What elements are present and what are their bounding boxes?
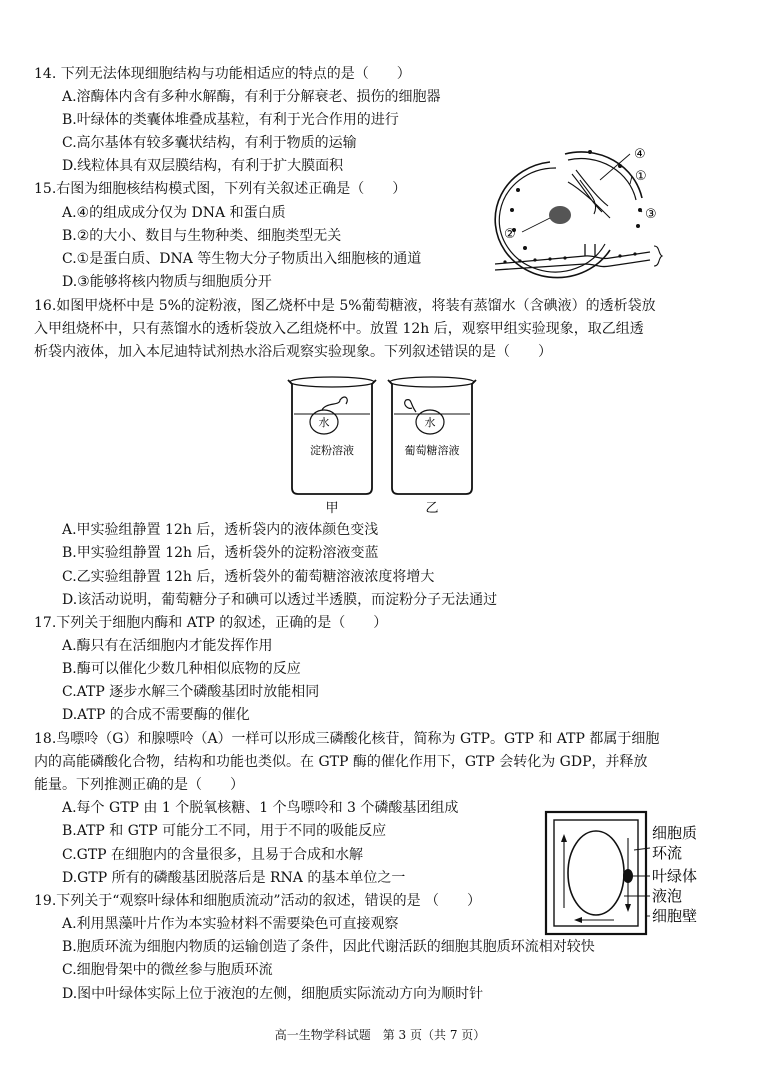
q17-option-c: C.ATP 逐步水解三个磷酸基团时放能相同 — [62, 684, 320, 700]
q19-option-c: C.细胞骨架中的微丝参与胞质环流 — [62, 962, 273, 978]
q19-stem: 19.下列关于“观察叶绿体和细胞质流动”活动的叙述，错误的是 （ ） — [34, 893, 482, 909]
q16-stem-line3: 析袋内液体，加入本尼迪特试剂热水浴后观察实验现象。下列叙述错误的是（ ） — [34, 344, 552, 360]
q14-option-a: A.溶酶体内含有多种水解酶，有利于分解衰老、损伤的细胞器 — [62, 89, 441, 105]
q17-option-d: D.ATP 的合成不需要酶的催化 — [62, 707, 250, 723]
beaker-left-caption: 甲 — [325, 501, 339, 516]
nucleus-label-2: ② — [504, 227, 516, 242]
q18-option-c: C.GTP 在细胞内的含量很多，且易于合成和水解 — [62, 847, 364, 863]
cell-label-chloroplast: 叶绿体 — [652, 867, 698, 885]
q14-stem: 14. 下列无法体现细胞结构与功能相适应的特点的是（ ） — [34, 66, 411, 82]
q16-option-a: A.甲实验组静置 12h 后，透析袋内的液体颜色变浅 — [62, 522, 379, 538]
nucleus-label-1: ① — [635, 169, 647, 184]
q16-option-c: C.乙实验组静置 12h 后，透析袋外的葡萄糖溶液浓度将增大 — [62, 569, 435, 585]
q17-stem: 17.下列关于细胞内酶和 ATP 的叙述，正确的是（ ） — [34, 615, 388, 631]
cell-label-cytoplasm: 细胞质 — [652, 824, 698, 842]
beaker-right — [388, 377, 476, 494]
q16-option-d: D.该活动说明，葡萄糖分子和碘可以透过半透膜，而淀粉分子无法通过 — [62, 592, 498, 608]
page-footer: 高一生物学科试题 第 3 页（共 7 页） — [274, 1028, 486, 1042]
q18-option-a: A.每个 GTP 由 1 个脱氧核糖、1 个鸟嘌呤和 3 个磷酸基团组成 — [62, 800, 459, 816]
q17-option-a: A.酶只有在活细胞内才能发挥作用 — [62, 638, 273, 654]
beaker-right-caption: 乙 — [425, 501, 439, 516]
q16-stem-line2: 入甲组烧杯中，只有蒸馏水的透析袋放入乙组烧杯中。放置 12h 后，观察甲组实验现象，取乙组透 — [34, 321, 644, 337]
q19-option-a: A.利用黑藻叶片作为本实验材料不需要染色可直接观察 — [62, 916, 399, 932]
nucleus-label-3: ③ — [645, 207, 657, 222]
q16-stem-line1: 16.如图甲烧杯中是 5%的淀粉液，图乙烧杯中是 5%葡萄糖液，将装有蒸馏水（含碘液）的透析袋放 — [34, 298, 656, 314]
q15-option-d: D.③能够将核内物质与细胞质分开 — [62, 274, 272, 290]
beaker-left-bag-label: 水 — [318, 416, 330, 429]
q17-option-b: B.酶可以催化少数几种相似底物的反应 — [62, 661, 301, 677]
q14-option-d: D.线粒体具有双层膜结构，有利于扩大膜面积 — [62, 158, 344, 174]
nucleus-structure-figure — [490, 140, 670, 280]
q19-option-d: D.图中叶绿体实际上位于液泡的左侧，细胞质实际流动方向为顺时针 — [62, 986, 484, 1002]
q14-option-b: B.叶绿体的类囊体堆叠成基粒，有利于光合作用的进行 — [62, 112, 399, 128]
q14-option-c: C.高尔基体有较多囊状结构，有利于物质的运输 — [62, 135, 357, 151]
q15-option-a: A.④的组成成分仅为 DNA 和蛋白质 — [62, 205, 286, 221]
q18-option-b: B.ATP 和 GTP 可能分工不同，用于不同的吸能反应 — [62, 823, 387, 839]
q15-stem: 15.右图为细胞核结构模式图，下列有关叙述正确是（ ） — [34, 181, 407, 197]
cytoplasmic-streaming-figure — [542, 808, 722, 938]
q18-stem-line1: 18.鸟嘌呤（G）和腺嘌呤（A）一样可以形成三磷酸化核苷，简称为 GTP。GTP 和 ATP 都属于细胞 — [34, 731, 660, 747]
beaker-right-bag-label: 水 — [424, 416, 436, 429]
cell-label-vacuole: 液泡 — [652, 887, 683, 905]
beaker-right-liquid-label: 葡萄糖溶液 — [404, 444, 460, 457]
q19-option-b: B.胞质环流为细胞内物质的运输创造了条件，因此代谢活跃的细胞其胞质环流相对较快 — [62, 939, 595, 955]
q15-option-c: C.①是蛋白质、DNA 等生物大分子物质出入细胞核的通道 — [62, 251, 422, 267]
cell-label-streaming: 环流 — [652, 844, 683, 862]
q18-option-d: D.GTP 所有的磷酸基团脱落后是 RNA 的基本单位之一 — [62, 870, 406, 886]
dialysis-beakers-figure — [282, 370, 482, 516]
cell-label-cell-wall: 细胞壁 — [652, 907, 698, 925]
nucleus-label-4: ④ — [634, 147, 646, 162]
q15-option-b: B.②的大小、数目与生物种类、细胞类型无关 — [62, 228, 342, 244]
q16-option-b: B.甲实验组静置 12h 后，透析袋外的淀粉溶液变蓝 — [62, 545, 379, 561]
q18-stem-line2: 内的高能磷酸化合物，结构和功能也类似。在 GTP 酶的催化作用下，GTP 会转化为 GDP，并释放 — [34, 754, 648, 770]
beaker-left-liquid-label: 淀粉溶液 — [310, 444, 354, 457]
q18-stem-line3: 能量。下列推测正确的是（ ） — [34, 777, 244, 793]
beaker-left — [288, 377, 376, 494]
